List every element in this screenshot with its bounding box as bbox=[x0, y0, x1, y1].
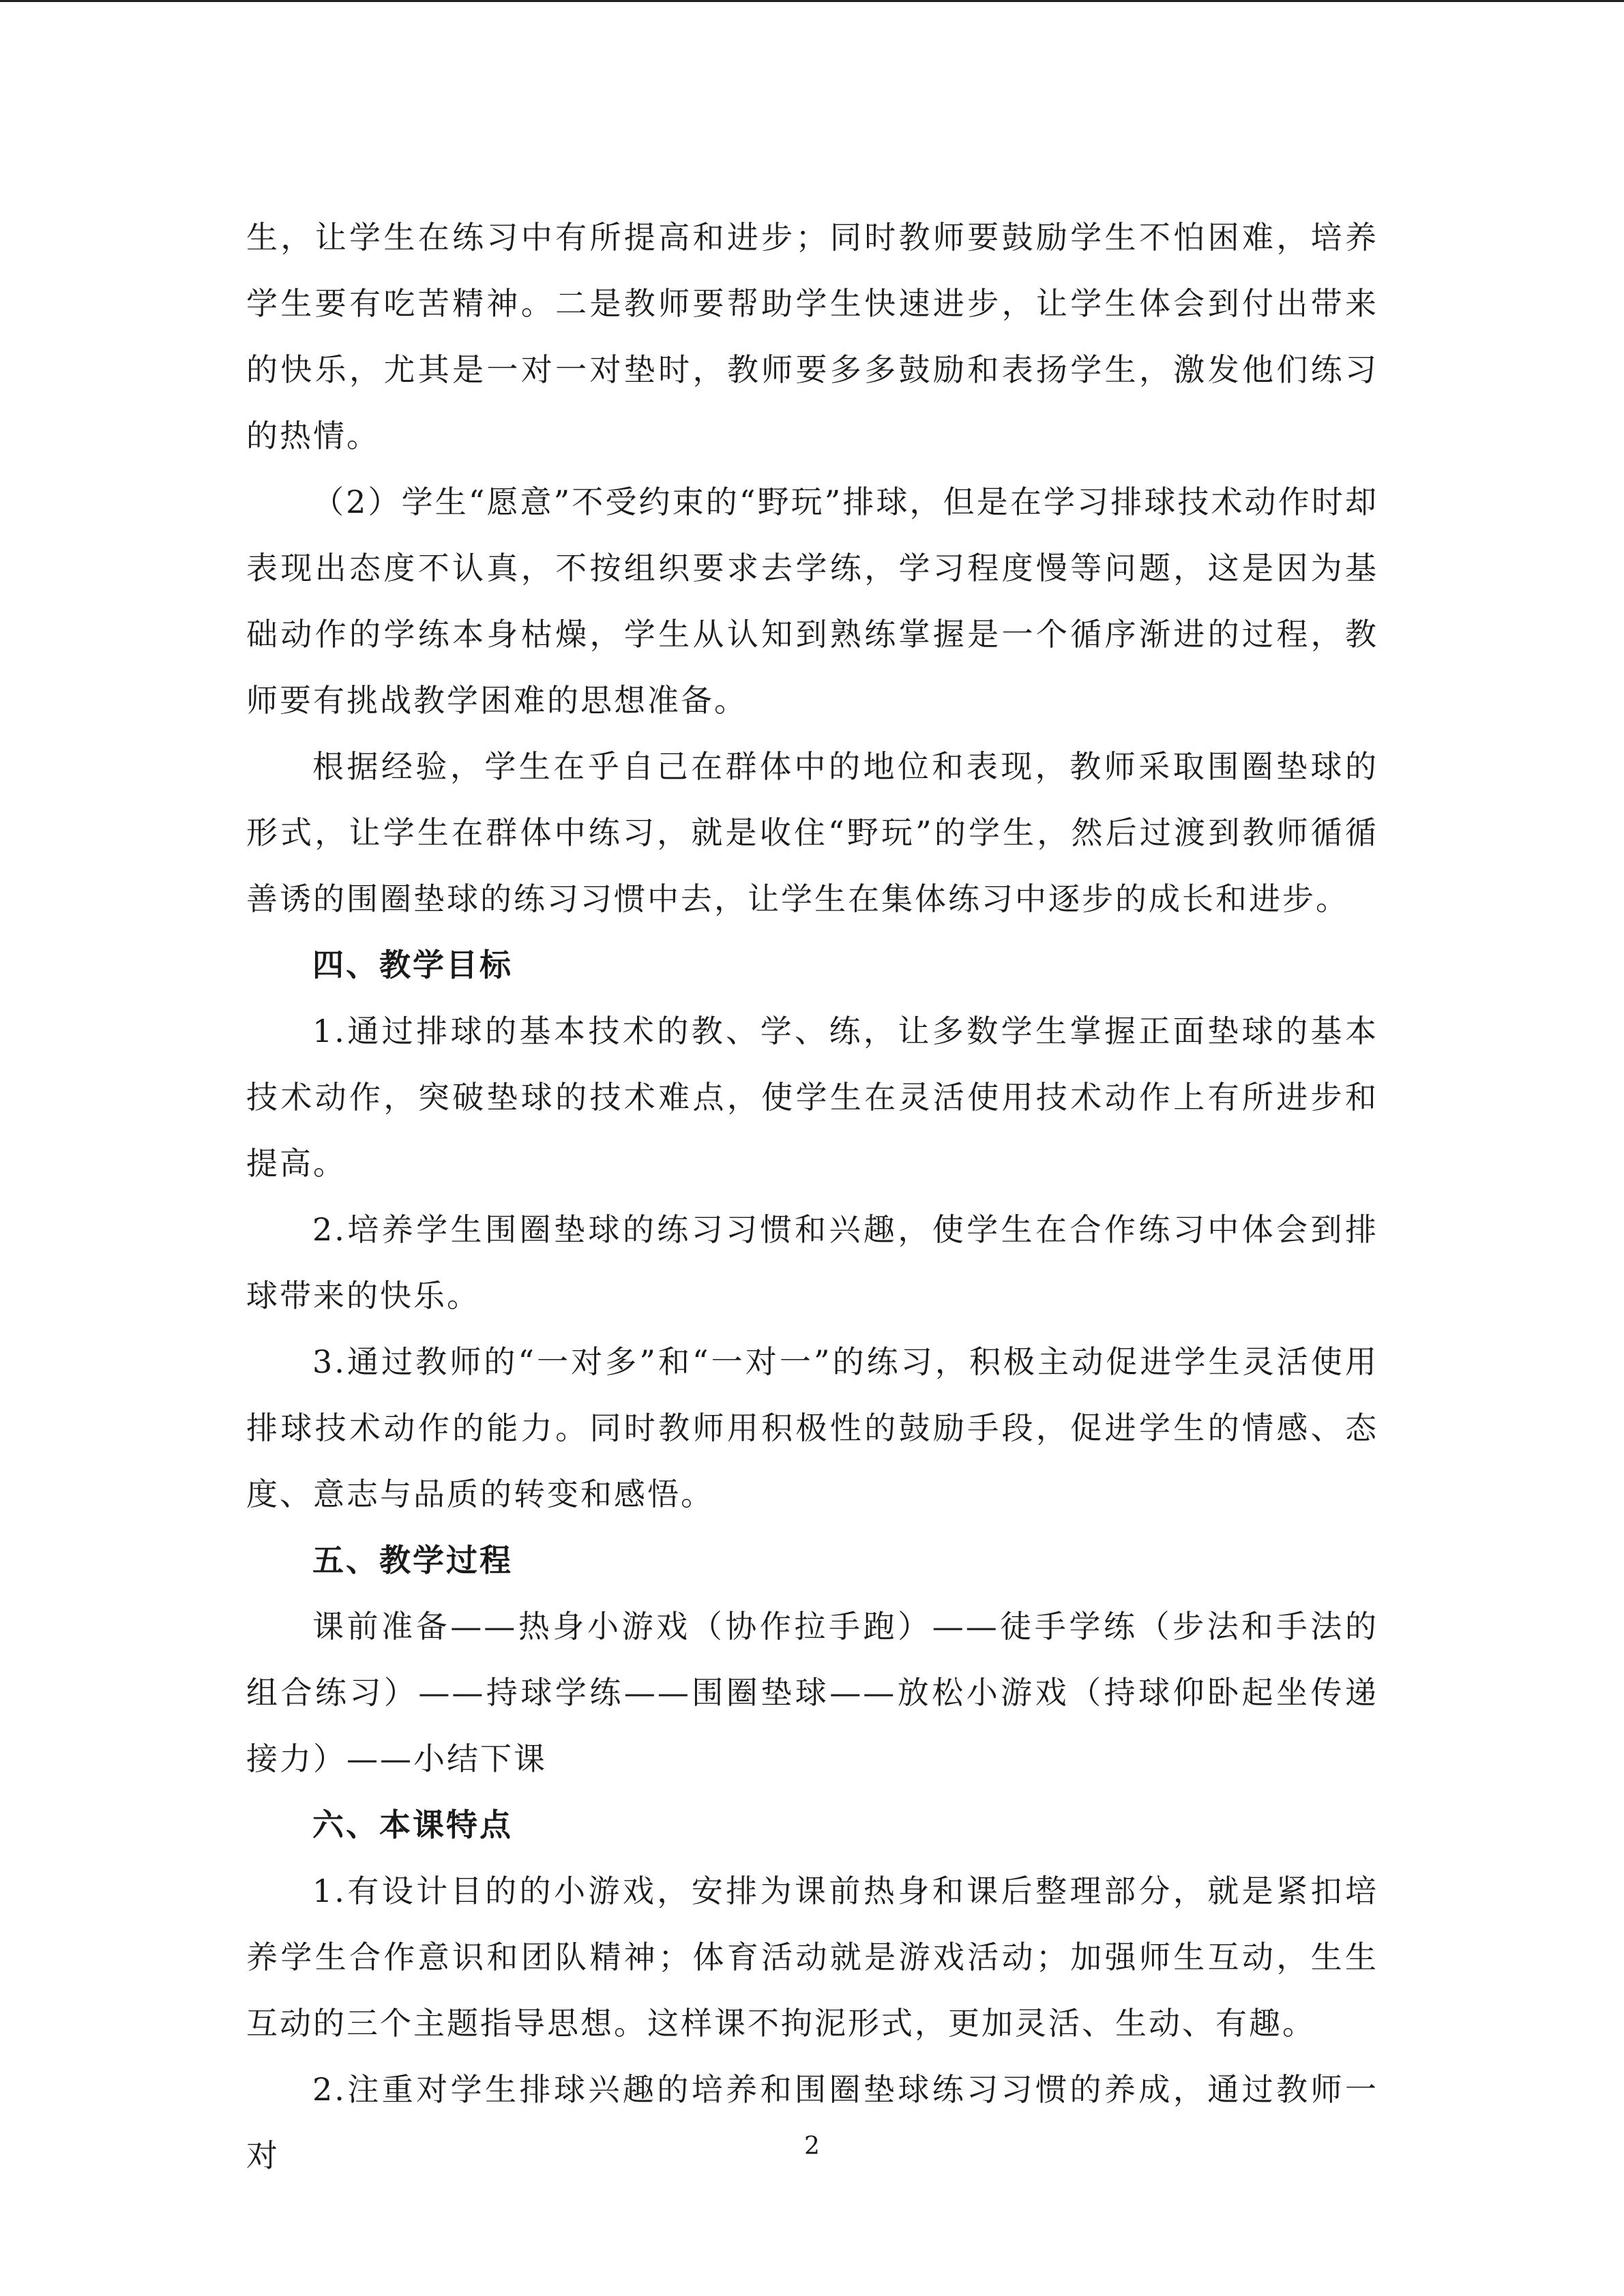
paragraph-experience: 根据经验，学生在乎自己在群体中的地位和表现，教师采取围圈垫球的形式，让学生在群体中练习，就是收住“野玩”的学生，然后过渡到教师循循善诱的围圈垫球的练习习惯中去，让学生在集体练习中逐步的成长和进步。 bbox=[246, 748, 1378, 917]
paragraph-student-attitude: （2）学生“愿意”不受约束的“野玩”排球，但是在学习排球技术动作时却表现出态度不认真，不按组织要求去学练，学习程度慢等问题，这是因为基础动作的学练本身枯燥，学生从认知到熟练掌握是一个循序渐进的过程，教师要有挑战教学困难的思想准备。 bbox=[246, 483, 1378, 719]
goal-item-2: 2.培养学生围圈垫球的练习习惯和兴趣，使学生在合作练习中体会到排球带来的快乐。 bbox=[246, 1211, 1378, 1314]
paragraph-teaching-process: 课前准备——热身小游戏（协作拉手跑）——徒手学练（步法和手法的组合练习）——持球学练——围圈垫球——放松小游戏（持球仰卧起坐传递接力）——小结下课 bbox=[246, 1608, 1378, 1777]
paragraph-continuation: 生，让学生在练习中有所提高和进步；同时教师要鼓励学生不怕困难，培养学生要有吃苦精神。二是教师要帮助学生快速进步，让学生体会到付出带来的快乐，尤其是一对一对垫时，教师要多多鼓励和表扬学生，激发他们练习的热情。 bbox=[246, 219, 1378, 454]
section-heading-lesson-features: 六、本课特点 bbox=[312, 1806, 513, 1843]
goal-item-3: 3.通过教师的“一对多”和“一对一”的练习，积极主动促进学生灵活使用排球技术动作的能力。同时教师用积极性的鼓励手段，促进学生的情感、态度、意志与品质的转变和感悟。 bbox=[246, 1343, 1378, 1512]
feature-item-1: 1.有设计目的的小游戏，安排为课前热身和课后整理部分，就是紧扣培养学生合作意识和团队精神；体育活动就是游戏活动；加强师生互动，生生互动的三个主题指导思想。这样课不拘泥形式，更加灵活、生动、有趣。 bbox=[246, 1873, 1378, 2042]
goal-item-1: 1.通过排球的基本技术的教、学、练，让多数学生掌握正面垫球的基本技术动作，突破垫球的技术难点，使学生在灵活使用技术动作上有所进步和提高。 bbox=[246, 1013, 1378, 1182]
feature-item-2: 2.注重对学生排球兴趣的培养和围圈垫球练习习惯的养成，通过教师一对 bbox=[246, 2071, 1378, 2174]
document-body bbox=[246, 205, 1378, 2189]
section-heading-teaching-goals: 四、教学目标 bbox=[312, 946, 513, 983]
page-number: 2 bbox=[804, 2132, 820, 2160]
top-border-line bbox=[0, 0, 1624, 2]
section-heading-teaching-process: 五、教学过程 bbox=[312, 1542, 513, 1579]
